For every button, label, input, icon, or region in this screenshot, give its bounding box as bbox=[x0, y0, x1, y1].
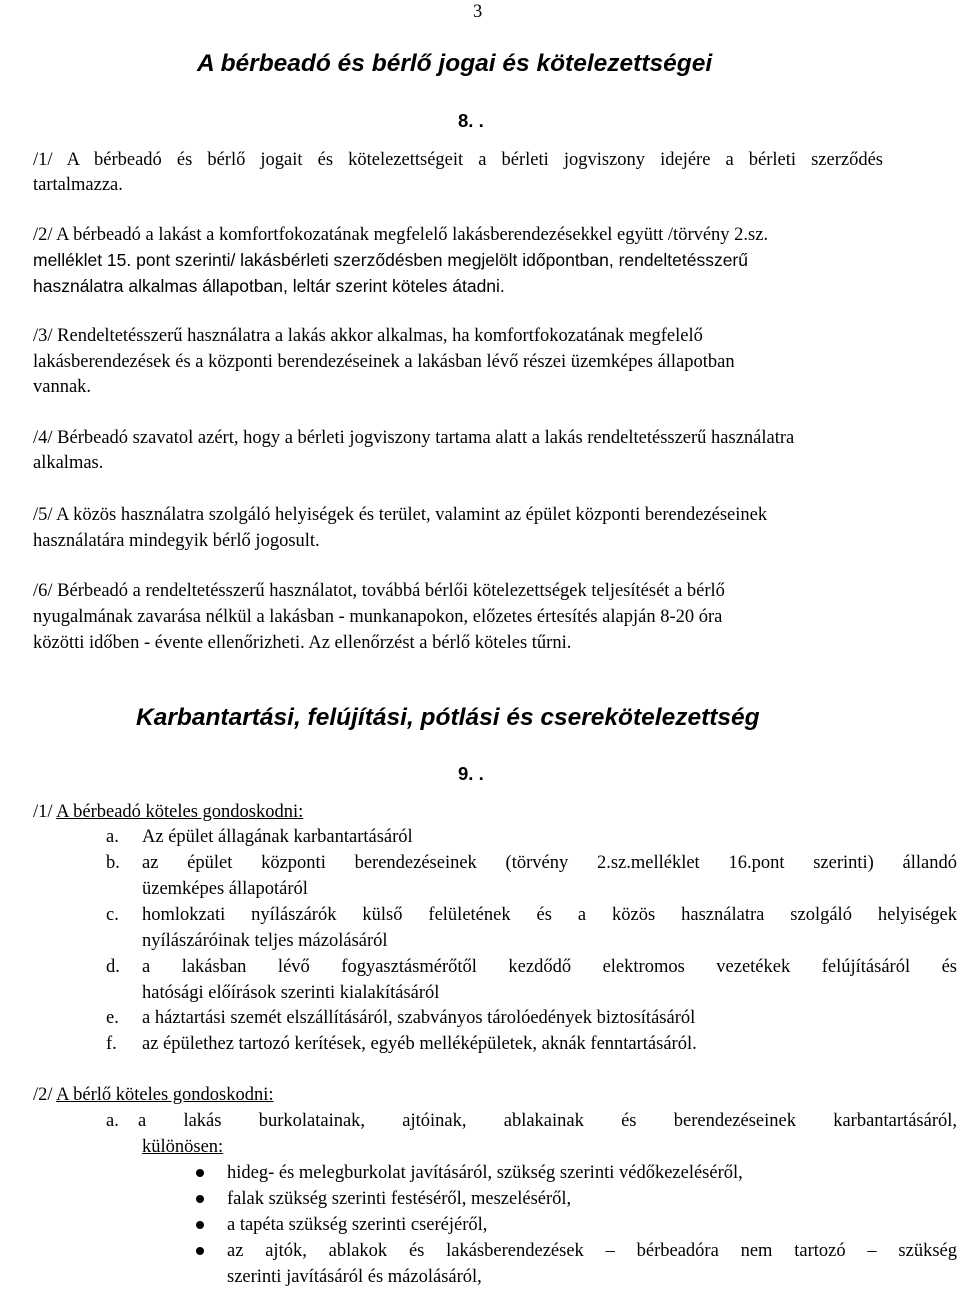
paragraph-label bbox=[33, 802, 303, 822]
text-line: alkalmas. bbox=[33, 453, 104, 473]
list-item-text: Az épület állagának karbantartásáról bbox=[142, 827, 413, 847]
text-line: közötti időben - évente ellenőrizheti. Az ellenőrzést a bérlő köteles tűrni. bbox=[33, 633, 572, 653]
bullet-icon bbox=[196, 1247, 204, 1255]
list-item-subheading: különösen: bbox=[142, 1137, 224, 1157]
paragraph-prefix: /2/ bbox=[33, 1085, 53, 1105]
list-item-letter: a. bbox=[106, 1111, 119, 1131]
paragraph-label-text: A bérlő köteles gondoskodni: bbox=[56, 1085, 274, 1105]
text-line: használatra alkalmas állapotban, leltár szerint köteles átadni. bbox=[33, 276, 505, 296]
section-number-9: 9. . bbox=[458, 763, 484, 784]
page-number: 3 bbox=[473, 2, 483, 22]
section-heading-maintenance: Karbantartási, felújítási, pótlási és cserekötelezettség bbox=[136, 704, 760, 731]
text-line: /4/ Bérbeadó szavatol azért, hogy a bérleti jogviszony tartama alatt a lakás rendeltetésszerű használatra bbox=[33, 428, 795, 448]
list-item-text: nyílászáróinak teljes mázolásáról bbox=[142, 931, 388, 951]
text-line: tartalmazza. bbox=[33, 175, 123, 195]
bullet-text: falak szükség szerinti festéséről, meszeléséről, bbox=[227, 1189, 572, 1209]
text-line: /1/ A bérbeadó és bérlő jogait és kötelezettségeit a bérleti jogviszony idejére a bérleti szerződés bbox=[33, 150, 883, 170]
text-line: használatára mindegyik bérlő jogosult. bbox=[33, 531, 320, 551]
bullet-text: hideg- és melegburkolat javításáról, szükség szerinti védőkezeléséről, bbox=[227, 1163, 743, 1183]
list-item-letter: e. bbox=[106, 1008, 119, 1028]
list-item-letter: a. bbox=[106, 827, 119, 847]
text-line: vannak. bbox=[33, 377, 92, 397]
bullet-icon bbox=[196, 1221, 204, 1229]
text-line: /3/ Rendeltetésszerű használatra a lakás akkor alkalmas, ha komfortfokozatának megfelelő bbox=[33, 326, 703, 346]
section-number-8: 8. . bbox=[458, 110, 484, 131]
list-item-text: az épülethez tartozó kerítések, egyéb melléképületek, aknák fenntartásáról. bbox=[142, 1034, 697, 1054]
list-item-text: homlokzati nyílászárók külső felületének és a közös használatra szolgáló helyiségek bbox=[142, 905, 957, 925]
list-item-text: üzemképes állapotáról bbox=[142, 879, 308, 899]
list-item-text: a lakásban lévő fogyasztásmérőtől kezdődő elektromos vezetékek felújításáról és bbox=[142, 957, 957, 977]
list-item-text: hatósági előírások szerinti kialakításáról bbox=[142, 983, 440, 1003]
paragraph-label bbox=[33, 1085, 274, 1105]
section-heading-rights: A bérbeadó és bérlő jogai és kötelezettségei bbox=[197, 50, 713, 77]
text-line: /5/ A közös használatra szolgáló helyiségek és terület, valamint az épület központi berendezéseinek bbox=[33, 505, 768, 525]
list-item-text: az épület központi berendezéseinek (törvény 2.sz.melléklet 16.pont szerinti) állandó bbox=[142, 853, 957, 873]
bullet-text: az ajtók, ablakok és lakásberendezések – bérbeadóra nem tartozó – szükség bbox=[227, 1241, 957, 1261]
list-item-letter: d. bbox=[106, 957, 120, 977]
bullet-text: a tapéta szükség szerinti cseréjéről, bbox=[227, 1215, 488, 1235]
list-item-letter: f. bbox=[106, 1034, 117, 1054]
list-item-text: a háztartási szemét elszállításáról, szabványos tárolóedények biztosításáról bbox=[142, 1008, 696, 1028]
list-item-letter: b. bbox=[106, 853, 120, 873]
list-item-letter: c. bbox=[106, 905, 119, 925]
text-line: melléklet 15. pont szerinti/ lakásbérleti szerződésben megjelölt időpontban, rendeltetésszerű bbox=[33, 250, 748, 270]
paragraph-label-text: A bérbeadó köteles gondoskodni: bbox=[56, 802, 304, 822]
text-line: nyugalmának zavarása nélkül a lakásban - munkanapokon, előzetes értesítés alapján 8-20 óra bbox=[33, 607, 723, 627]
text-line: /6/ Bérbeadó a rendeltetésszerű használatot, továbbá bérlői kötelezettségek teljesítését a bérlő bbox=[33, 581, 725, 601]
text-line: lakásberendezések és a központi berendezéseinek a lakásban lévő részei üzemképes állapotban bbox=[33, 352, 735, 372]
paragraph-prefix: /1/ bbox=[33, 802, 53, 822]
text-line: /2/ A bérbeadó a lakást a komfortfokozatának megfelelő lakásberendezésekkel együtt /törvény 2.sz. bbox=[33, 225, 769, 245]
bullet-text: szerinti javításáról és mázolásáról, bbox=[227, 1267, 482, 1287]
bullet-icon bbox=[196, 1169, 204, 1177]
list-item-text: a lakás burkolatainak, ajtóinak, ablakainak és berendezéseinek karbantartásáról, bbox=[138, 1111, 957, 1131]
bullet-icon bbox=[196, 1195, 204, 1203]
